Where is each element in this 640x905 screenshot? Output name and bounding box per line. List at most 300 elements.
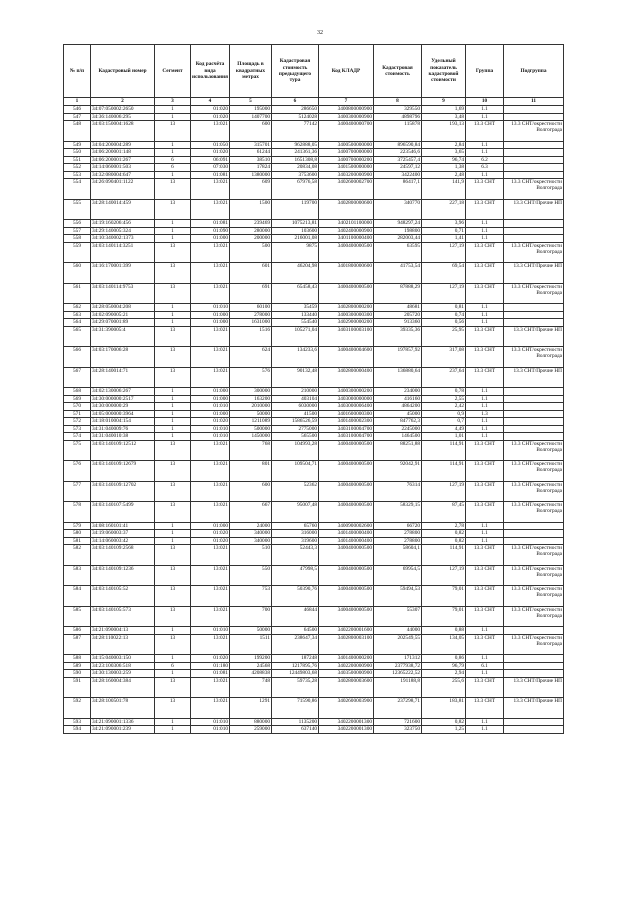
table-cell: 1 xyxy=(155,388,191,396)
table-cell: 205720 xyxy=(374,311,422,319)
table-cell: 748 xyxy=(230,677,272,698)
table-cell: 1.1 xyxy=(466,655,504,663)
table-cell: 13.3 СНТ/окрестности Волгограда xyxy=(504,502,564,523)
table-cell: 119700 xyxy=(272,199,319,220)
table-cell xyxy=(504,522,564,530)
table-cell xyxy=(504,670,564,678)
table-cell: 13.3 СНТ/Прочие НП xyxy=(504,367,564,388)
table-cell: 1075213,81 xyxy=(272,220,319,228)
table-cell: 1.1 xyxy=(466,418,504,426)
table-cell: 13.3 СНТ/Прочие НП xyxy=(504,677,564,698)
table-cell: 0,74 xyxy=(422,311,466,319)
table-row xyxy=(64,627,564,635)
table-cell: 3400800000900 xyxy=(319,106,374,114)
table-cell: 587 xyxy=(64,634,91,655)
table-cell: 13.3 СНТ xyxy=(466,263,504,284)
table-cell: 3422400 xyxy=(374,171,422,179)
table-cell: 13:021 xyxy=(191,545,230,566)
table-cell: 01:000 xyxy=(191,410,230,418)
table-cell: 52443,3 xyxy=(272,545,319,566)
table-cell xyxy=(504,662,564,670)
table-cell: 547 xyxy=(64,113,91,121)
table-cell: 3400300000200 xyxy=(319,388,374,396)
table-cell: 13:021 xyxy=(191,698,230,719)
table-cell: 69,54 xyxy=(422,263,466,284)
table-cell: 34:03:140109:2568 xyxy=(91,545,155,566)
table-cell: 1 xyxy=(155,220,191,228)
table-cell: 34:03:140105:573 xyxy=(91,606,155,627)
table-cell: 3402900000200 xyxy=(319,319,374,327)
table-cell: 13:021 xyxy=(191,263,230,284)
table-cell: 55307 xyxy=(374,606,422,627)
table-cell: 1211089 xyxy=(230,418,272,426)
table-cell: 1 xyxy=(155,726,191,734)
table-cell: 3400400000500 xyxy=(319,565,374,586)
table-cell: 34:28:160004:384 xyxy=(91,677,155,698)
table-cell: 13 xyxy=(155,606,191,627)
table-cell: 568 xyxy=(64,388,91,396)
table-cell: 01:000 xyxy=(191,311,230,319)
table-cell xyxy=(504,141,564,149)
table-cell: 3401500000000 xyxy=(319,164,374,172)
table-cell: 96,79 xyxy=(422,662,466,670)
table-cell: 1500 xyxy=(230,199,272,220)
table-cell: 01:010 xyxy=(191,304,230,312)
table-cell: 3400400000500 xyxy=(319,606,374,627)
table-cell: 3402800003100 xyxy=(319,634,374,655)
table-cell: 13.3 СНТ xyxy=(466,242,504,263)
table-cell: 1.1 xyxy=(466,220,504,228)
table-cell xyxy=(504,164,564,172)
table-cell: 3400400000500 xyxy=(319,545,374,566)
table-cell: 3400400000700 xyxy=(319,121,374,142)
table-cell: 340000 xyxy=(230,537,272,545)
table-cell: 3400700000200 xyxy=(319,156,374,164)
table-cell: 52362 xyxy=(272,481,319,502)
table-cell: 34:02:130006:267 xyxy=(91,388,155,396)
table-cell: 114,91 xyxy=(422,440,466,461)
table-cell: 3402600002700 xyxy=(319,179,374,200)
table-cell: 13.3 СНТ xyxy=(466,440,504,461)
table-cell: 570 xyxy=(64,403,91,411)
table-cell: 34:08:160101:41 xyxy=(91,522,155,530)
table-cell: 13.3 СНТ/окрестности Волгограда xyxy=(504,440,564,461)
table-cell: 3402400000900 xyxy=(319,227,374,235)
table-cell: 1 xyxy=(155,537,191,545)
table-cell: 47998,5 xyxy=(272,565,319,586)
table-cell: 13 xyxy=(155,545,191,566)
table-cell: 50390,76 xyxy=(272,586,319,607)
column-header: Подгруппа xyxy=(504,45,564,98)
table-cell: 13:021 xyxy=(191,677,230,698)
table-cell: 237298,71 xyxy=(374,698,422,719)
table-cell: 3403100003100 xyxy=(319,326,374,347)
column-number: 9 xyxy=(422,98,466,106)
table-cell: 44000 xyxy=(374,627,422,635)
table-cell xyxy=(504,410,564,418)
table-cell: 1 xyxy=(155,395,191,403)
table-row xyxy=(64,586,564,607)
table-row xyxy=(64,121,564,142)
table-row xyxy=(64,367,564,388)
table-row xyxy=(64,565,564,586)
table-cell: 34:03:140114:9753 xyxy=(91,283,155,304)
table-cell xyxy=(504,627,564,635)
table-cell: 1.1 xyxy=(466,388,504,396)
table-cell: 1586526,59 xyxy=(272,418,319,426)
table-cell: 35459 xyxy=(272,304,319,312)
table-cell: 13 xyxy=(155,283,191,304)
table-cell: 34:23:100306:518 xyxy=(91,662,155,670)
table-cell: 13 xyxy=(155,347,191,368)
table-cell: 567 xyxy=(64,367,91,388)
table-cell: 847762,3 xyxy=(374,418,422,426)
table-cell: 1.1 xyxy=(466,171,504,179)
table-cell: 593 xyxy=(64,718,91,726)
table-row xyxy=(64,718,564,726)
table-cell: 2,78 xyxy=(422,522,466,530)
table-cell: 34:03:150004:1628 xyxy=(91,121,155,142)
table-cell: 86417,1 xyxy=(374,179,422,200)
table-cell: 01:050 xyxy=(191,141,230,149)
table-cell: 1.1 xyxy=(466,141,504,149)
table-cell: 193,13 xyxy=(422,121,466,142)
table-cell: 216001,08 xyxy=(272,235,319,243)
table-cell: 1135200 xyxy=(272,718,319,726)
table-cell: 13.3 СНТ xyxy=(466,367,504,388)
table-cell: 90132,48 xyxy=(272,367,319,388)
table-cell: 13 xyxy=(155,242,191,263)
table-cell: 2,48 xyxy=(422,171,466,179)
table-row xyxy=(64,347,564,368)
table-cell: 592 xyxy=(64,698,91,719)
table-cell: 34:31:040009:76 xyxy=(91,425,155,433)
table-cell: 95007,48 xyxy=(272,502,319,523)
table-cell: 198800 xyxy=(374,227,422,235)
table-cell: 317,08 xyxy=(422,347,466,368)
table-cell: 134,05 xyxy=(422,634,466,655)
table-cell: 4208838 xyxy=(230,670,272,678)
table-row xyxy=(64,403,564,411)
table-cell: 76314 xyxy=(374,481,422,502)
table-cell: 0,88 xyxy=(422,627,466,635)
table-cell: 300000 xyxy=(230,388,272,396)
table-cell: 576 xyxy=(230,367,272,388)
table-cell xyxy=(504,403,564,411)
table-cell: 255,6 xyxy=(422,677,466,698)
table-cell: 127,19 xyxy=(422,481,466,502)
table-cell: 13.3 СНТ/окрестности Волгограда xyxy=(504,347,564,368)
column-number: 11 xyxy=(504,98,564,106)
table-cell: 1291 xyxy=(230,698,272,719)
table-cell: 13 xyxy=(155,367,191,388)
table-cell: 3401100000400 xyxy=(319,235,374,243)
table-cell: 13.3 СНТ/окрестности Волгограда xyxy=(504,461,564,482)
table-cell: 3,96 xyxy=(422,220,466,228)
table-cell: 13.3 СНТ/Прочие НП xyxy=(504,698,564,719)
table-cell: 66720 xyxy=(374,522,422,530)
table-row xyxy=(64,698,564,719)
table-row xyxy=(64,164,564,172)
table-cell: 5124028 xyxy=(272,113,319,121)
table-cell: 582 xyxy=(64,545,91,566)
table-cell: 1.1 xyxy=(466,311,504,319)
table-cell: 79,01 xyxy=(422,606,466,627)
column-header: Площадь в квадратных метрах xyxy=(230,45,272,98)
table-cell: 1 xyxy=(155,410,191,418)
table-cell: 13.3 СНТ xyxy=(466,347,504,368)
table-cell: 1,25 xyxy=(422,726,466,734)
table-cell: 13:021 xyxy=(191,586,230,607)
table-cell: 2010000 xyxy=(230,403,272,411)
table-cell: 13.3 СНТ/Прочие НП xyxy=(504,326,564,347)
table-cell: 197857,92 xyxy=(374,347,422,368)
table-cell: 1407700 xyxy=(230,113,272,121)
table-cell: 34:05:000000:3964 xyxy=(91,410,155,418)
table-cell: 500 xyxy=(230,242,272,263)
table-cell: 753 xyxy=(230,586,272,607)
table-cell: 01:000 xyxy=(191,522,230,530)
table-cell: 0,82 xyxy=(422,537,466,545)
table-cell: 556 xyxy=(64,220,91,228)
table-cell: 553 xyxy=(64,171,91,179)
table-cell: 282003,44 xyxy=(374,235,422,243)
table-cell: 278800 xyxy=(374,530,422,538)
table-cell: 3400400000500 xyxy=(319,481,374,502)
table-cell: 3403100004700 xyxy=(319,425,374,433)
table-cell: 59735,28 xyxy=(272,677,319,698)
table-cell: 6 xyxy=(155,662,191,670)
table-cell: 13 xyxy=(155,440,191,461)
table-cell: 45000 xyxy=(374,410,422,418)
table-cell: 1.1 xyxy=(466,530,504,538)
table-cell: 700 xyxy=(230,606,272,627)
table-cell: 2,84 xyxy=(422,141,466,149)
table-cell: 13:021 xyxy=(191,565,230,586)
table-row xyxy=(64,311,564,319)
table-row xyxy=(64,461,564,482)
table-cell: 13.3 СНТ xyxy=(466,586,504,607)
table-cell: 13:021 xyxy=(191,199,230,220)
column-header: Код расчёта вида использования xyxy=(191,45,230,98)
table-cell: 13 xyxy=(155,634,191,655)
table-cell: 06:091 xyxy=(191,156,230,164)
table-cell: 34:06:200001:148 xyxy=(91,149,155,157)
table-row xyxy=(64,113,564,121)
table-cell: 1,38 xyxy=(422,164,466,172)
column-header: Удельный показатель кадастровой стоимости xyxy=(422,45,466,98)
table-cell: 58604,1 xyxy=(374,545,422,566)
table-cell: 6.3 xyxy=(466,164,504,172)
table-cell xyxy=(504,113,564,121)
table-cell: 600 xyxy=(230,121,272,142)
table-cell: 1.1 xyxy=(466,106,504,114)
table-cell: 3753600 xyxy=(272,171,319,179)
table-cell: 13.3 СНТ/окрестности Волгограда xyxy=(504,565,564,586)
table-cell: 4,49 xyxy=(422,425,466,433)
table-cell: 202549,55 xyxy=(374,634,422,655)
table-cell: 34:28:140014:71 xyxy=(91,367,155,388)
table-cell: 691 xyxy=(230,283,272,304)
table-cell: 01:000 xyxy=(191,319,230,327)
table-cell: 104993,28 xyxy=(272,440,319,461)
table-cell: 0,82 xyxy=(422,718,466,726)
header-row xyxy=(64,45,564,98)
table-cell: 13.3 СНТ xyxy=(466,502,504,523)
table-cell: 552 xyxy=(64,164,91,172)
table-row xyxy=(64,199,564,220)
table-cell: 34:02:090005:21 xyxy=(91,311,155,319)
table-row xyxy=(64,481,564,502)
table-cell: 13 xyxy=(155,586,191,607)
table-cell: 13 xyxy=(155,326,191,347)
table-cell: 13.3 СНТ/окрестности Волгограда xyxy=(504,481,564,502)
table-cell: 574 xyxy=(64,433,91,441)
table-cell: 13:021 xyxy=(191,283,230,304)
table-cell xyxy=(504,395,564,403)
table-cell: 34:21:090001:239 xyxy=(91,726,155,734)
table-cell: 880000 xyxy=(230,718,272,726)
table-cell: 550 xyxy=(64,149,91,157)
table-cell: 24000 xyxy=(230,522,272,530)
table-cell: 1 xyxy=(155,425,191,433)
table-cell xyxy=(504,718,564,726)
column-number: 3 xyxy=(155,98,191,106)
table-cell: 01:020 xyxy=(191,530,230,538)
table-cell: 801 xyxy=(230,461,272,482)
table-cell: 34:19:160206:456 xyxy=(91,220,155,228)
table-cell: 1 xyxy=(155,235,191,243)
table-cell: 554 xyxy=(64,179,91,200)
table-cell: 559 xyxy=(64,242,91,263)
column-number: 2 xyxy=(91,98,155,106)
table-cell: 199200 xyxy=(230,655,272,663)
table-cell: 3402800003600 xyxy=(319,677,374,698)
table-cell: 329550 xyxy=(374,106,422,114)
table-cell: 114,91 xyxy=(422,461,466,482)
table-cell: 1.1 xyxy=(466,726,504,734)
table-cell: 3400400000500 xyxy=(319,586,374,607)
table-cell: 13:021 xyxy=(191,367,230,388)
table-cell: 13.3 СНТ xyxy=(466,698,504,719)
cadastral-table xyxy=(63,44,564,734)
table-cell: 64500 xyxy=(272,627,319,635)
table-cell: 34:03:170006:28 xyxy=(91,347,155,368)
table-cell: 3400300000900 xyxy=(319,113,374,121)
column-header: Группа xyxy=(466,45,504,98)
table-cell: 3403500000900 xyxy=(319,670,374,678)
table-cell: 34:15:040003:150 xyxy=(91,655,155,663)
table-cell xyxy=(504,220,564,228)
column-number: 1 xyxy=(64,98,91,106)
table-cell: 3400400000500 xyxy=(319,440,374,461)
table-cell: 34:29:070001:89 xyxy=(91,319,155,327)
column-number-row xyxy=(64,98,564,106)
table-cell: 551 xyxy=(64,156,91,164)
table-cell: 0,81 xyxy=(422,304,466,312)
table-cell: 13 xyxy=(155,502,191,523)
table-cell: 3401400002300 xyxy=(319,418,374,426)
table-cell: 0,71 xyxy=(422,227,466,235)
table-cell: 278800 xyxy=(374,537,422,545)
table-cell: 1 xyxy=(155,627,191,635)
table-cell: 1.1 xyxy=(466,319,504,327)
table-cell: 913360 xyxy=(374,319,422,327)
table-cell: 667 xyxy=(230,502,272,523)
table-cell: 01:000 xyxy=(191,235,230,243)
table-cell: 1.1 xyxy=(466,403,504,411)
table-cell: 3401800000600 xyxy=(319,263,374,284)
table-cell xyxy=(504,171,564,179)
table-cell: 575 xyxy=(64,440,91,461)
table-cell xyxy=(504,726,564,734)
column-header: Кадастровая стоимость предыдущего тура xyxy=(272,45,319,98)
table-cell: 2245000 xyxy=(374,425,422,433)
table-cell: 96,74 xyxy=(422,156,466,164)
table-cell: 46204,98 xyxy=(272,263,319,284)
table-cell xyxy=(504,388,564,396)
table-cell: 948297,24 xyxy=(374,220,422,228)
table-cell: 13 xyxy=(155,677,191,698)
table-cell: 580 xyxy=(64,530,91,538)
table-cell: 58329,15 xyxy=(374,502,422,523)
table-cell: 3403200000900 xyxy=(319,171,374,179)
table-cell: 1516 xyxy=(230,326,272,347)
column-header: Код КЛАДР xyxy=(319,45,374,98)
table-cell: 34:04:200004:289 xyxy=(91,141,155,149)
table-cell: 1.1 xyxy=(466,670,504,678)
table-cell: 13 xyxy=(155,481,191,502)
table-row xyxy=(64,227,564,235)
table-cell: 721600 xyxy=(374,718,422,726)
table-cell: 13 xyxy=(155,179,191,200)
table-cell: 34:18:010004:154 xyxy=(91,418,155,426)
table-cell: 77142 xyxy=(272,121,319,142)
table-row xyxy=(64,395,564,403)
table-cell: 41500 xyxy=(272,410,319,418)
table-cell: 1.1 xyxy=(466,718,504,726)
table-cell xyxy=(504,418,564,426)
table-cell: 6.1 xyxy=(466,662,504,670)
table-cell: 34:28:050004:208 xyxy=(91,304,155,312)
table-cell: 3400400000500 xyxy=(319,242,374,263)
table-cell xyxy=(504,156,564,164)
table-cell: 34:07:050002:2650 xyxy=(91,106,155,114)
table-cell: 1.1 xyxy=(466,227,504,235)
table-cell: 69954,5 xyxy=(374,565,422,586)
table-cell: 576 xyxy=(64,461,91,482)
table-cell: 1 xyxy=(155,718,191,726)
table-row xyxy=(64,726,564,734)
table-cell: 223546,6 xyxy=(374,149,422,157)
table-cell: 13:021 xyxy=(191,440,230,461)
table-cell: 13.3 СНТ xyxy=(466,326,504,347)
table-cell: 87888,29 xyxy=(374,283,422,304)
table-cell: 65458,43 xyxy=(272,283,319,304)
table-cell: 1.1 xyxy=(466,433,504,441)
table-cell: 1 xyxy=(155,311,191,319)
table-cell: 34:16:170001:399 xyxy=(91,263,155,284)
table-cell: 563 xyxy=(64,311,91,319)
table-row xyxy=(64,156,564,164)
table-cell: 3402800000600 xyxy=(319,199,374,220)
table-cell: 1.1 xyxy=(466,395,504,403)
table-cell xyxy=(504,304,564,312)
table-row xyxy=(64,522,564,530)
table-cell: 01:180 xyxy=(191,662,230,670)
table-cell: 105271,04 xyxy=(272,326,319,347)
table-cell: 3401400000400 xyxy=(319,530,374,538)
